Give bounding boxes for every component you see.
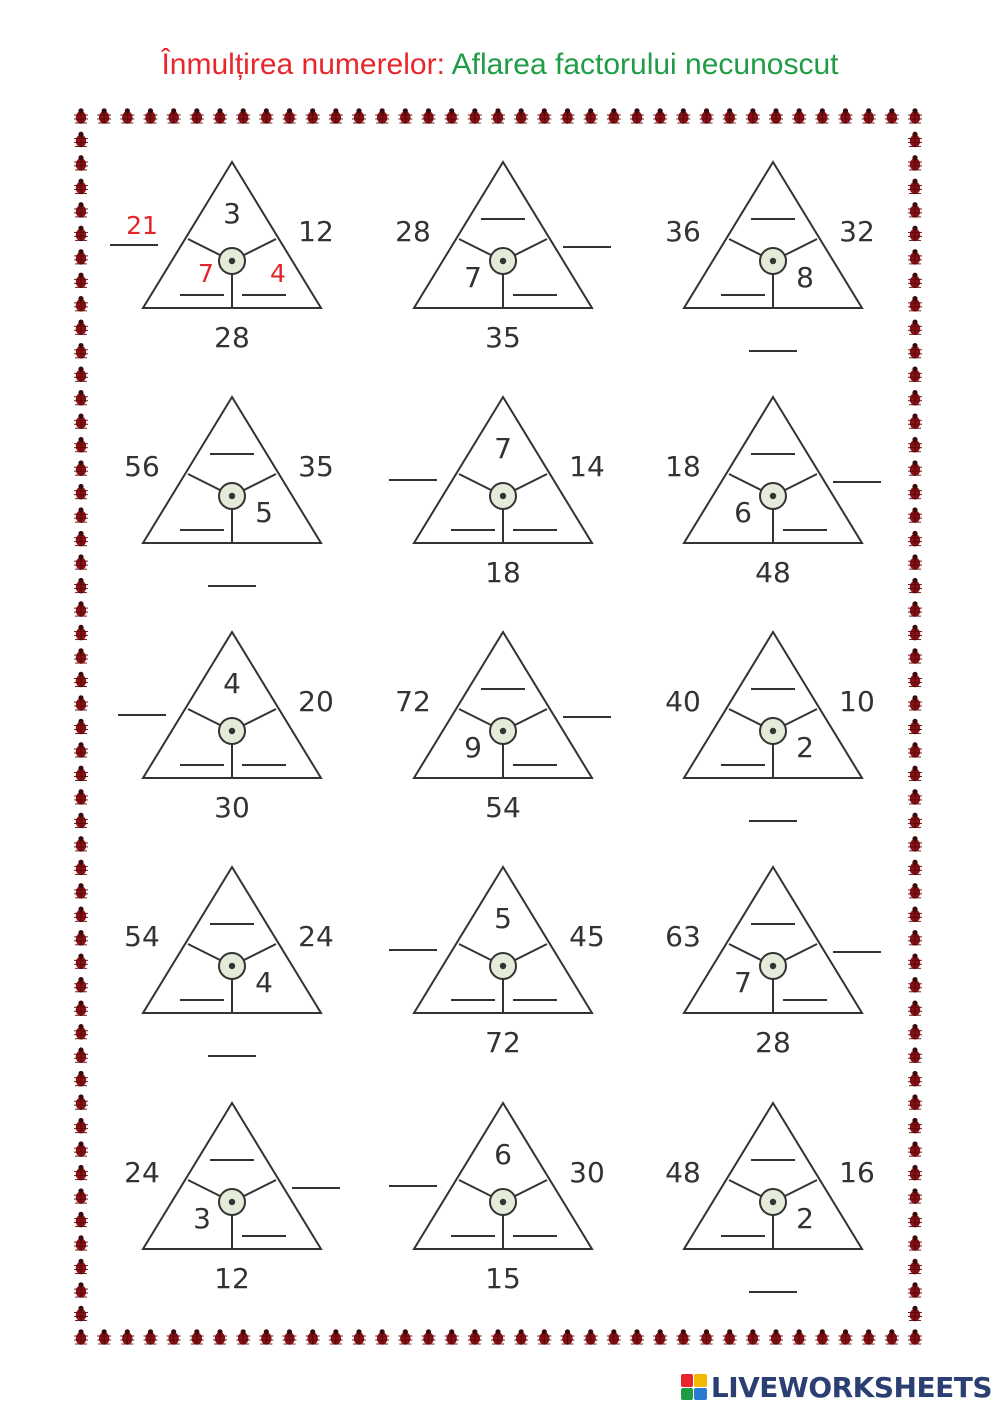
answer-blank-side-left[interactable] xyxy=(118,714,166,716)
value-right: 2 xyxy=(796,1202,814,1235)
center-dot xyxy=(229,493,235,499)
value-left: 3 xyxy=(193,1202,211,1235)
value-top: 4 xyxy=(223,667,241,700)
value-side-left: 18 xyxy=(665,450,701,483)
value-left: 7 xyxy=(734,966,752,999)
value-bottom: 35 xyxy=(485,321,521,354)
answer-blank-left[interactable] xyxy=(180,529,224,531)
value-bottom: 48 xyxy=(755,556,791,589)
triangle-diagram xyxy=(102,853,362,1083)
answer-blank-left[interactable] xyxy=(451,1235,495,1237)
center-dot xyxy=(229,1199,235,1205)
center-dot xyxy=(500,963,506,969)
triangle-diagram xyxy=(643,618,903,848)
answer-blank-right[interactable] xyxy=(783,529,827,531)
multiplication-triangle xyxy=(643,1089,903,1319)
value-side-left: 36 xyxy=(665,215,701,248)
answer-blank-side-right[interactable] xyxy=(563,716,611,718)
answer-blank-top[interactable] xyxy=(210,1159,254,1161)
value-right: 8 xyxy=(796,261,814,294)
answer-blank-right[interactable] xyxy=(513,529,557,531)
center-dot xyxy=(770,493,776,499)
triangle-diagram xyxy=(102,383,362,613)
answer-blank-side-right[interactable] xyxy=(833,951,881,953)
value-side-left: 48 xyxy=(665,1156,701,1189)
answer-blank-left[interactable] xyxy=(180,294,224,296)
answer-blank-top[interactable] xyxy=(210,453,254,455)
answer-blank-right[interactable] xyxy=(242,764,286,766)
answer-blank-bottom[interactable] xyxy=(749,350,797,352)
value-side-right: 30 xyxy=(569,1156,605,1189)
multiplication-triangle xyxy=(373,383,633,613)
answer-blank-right[interactable] xyxy=(242,1235,286,1237)
value-left: 9 xyxy=(464,731,482,764)
value-side-left: 54 xyxy=(124,920,160,953)
value-left: 6 xyxy=(734,496,752,529)
answer-blank-bottom[interactable] xyxy=(749,820,797,822)
center-dot xyxy=(770,728,776,734)
answer-blank-bottom[interactable] xyxy=(749,1291,797,1293)
value-side-right: 14 xyxy=(569,450,605,483)
multiplication-triangle xyxy=(102,1089,362,1319)
answer-blank-top[interactable] xyxy=(481,688,525,690)
answer-blank-bottom[interactable] xyxy=(208,1055,256,1057)
answer-blank-left[interactable] xyxy=(180,999,224,1001)
center-dot xyxy=(229,728,235,734)
value-side-right: 10 xyxy=(839,685,875,718)
answer-blank-right[interactable] xyxy=(513,1235,557,1237)
multiplication-triangle xyxy=(643,383,903,613)
filled-answer-left: 7 xyxy=(198,259,214,288)
value-bottom: 28 xyxy=(755,1026,791,1059)
value-top: 6 xyxy=(494,1138,512,1171)
answer-blank-left[interactable] xyxy=(451,999,495,1001)
filled-answer-right: 4 xyxy=(270,259,286,288)
multiplication-triangle xyxy=(373,618,633,848)
center-dot xyxy=(500,728,506,734)
multiplication-triangle xyxy=(102,853,362,1083)
value-side-left: 28 xyxy=(395,215,431,248)
value-side-right: 45 xyxy=(569,920,605,953)
answer-blank-top[interactable] xyxy=(751,923,795,925)
answer-blank-top[interactable] xyxy=(481,218,525,220)
center-dot xyxy=(500,493,506,499)
center-dot xyxy=(500,1199,506,1205)
value-bottom: 12 xyxy=(214,1262,250,1295)
answer-blank-right[interactable] xyxy=(513,764,557,766)
center-dot xyxy=(770,258,776,264)
center-dot xyxy=(770,963,776,969)
answer-blank-top[interactable] xyxy=(751,218,795,220)
answer-blank[interactable] xyxy=(110,244,158,246)
value-side-right: 24 xyxy=(298,920,334,953)
multiplication-triangle xyxy=(373,853,633,1083)
value-bottom: 30 xyxy=(214,791,250,824)
value-side-right: 16 xyxy=(839,1156,875,1189)
answer-blank-side-left[interactable] xyxy=(389,479,437,481)
value-top: 5 xyxy=(494,902,512,935)
answer-blank-top[interactable] xyxy=(751,453,795,455)
center-dot xyxy=(500,258,506,264)
value-bottom: 15 xyxy=(485,1262,521,1295)
title-part-subtopic: Aflarea factorului necunoscut xyxy=(451,48,839,81)
value-bottom: 54 xyxy=(485,791,521,824)
value-right: 4 xyxy=(255,966,273,999)
value-side-left: 63 xyxy=(665,920,701,953)
multiplication-triangle xyxy=(373,1089,633,1319)
answer-blank-left[interactable] xyxy=(721,764,765,766)
value-side-right: 12 xyxy=(298,215,334,248)
triangle-diagram xyxy=(643,148,903,378)
value-side-left: 21 xyxy=(126,211,158,240)
value-bottom: 28 xyxy=(214,321,250,354)
value-right: 2 xyxy=(796,731,814,764)
multiplication-triangle xyxy=(643,618,903,848)
answer-blank-left[interactable] xyxy=(721,1235,765,1237)
value-side-right: 35 xyxy=(298,450,334,483)
value-bottom: 18 xyxy=(485,556,521,589)
multiplication-triangle xyxy=(643,853,903,1083)
value-side-right: 32 xyxy=(839,215,875,248)
answer-blank-right[interactable] xyxy=(513,999,557,1001)
worksheet-title xyxy=(0,48,1000,82)
liveworksheets-logo-icon xyxy=(681,1374,707,1400)
answer-blank-side-left[interactable] xyxy=(389,1185,437,1187)
center-dot xyxy=(229,963,235,969)
answer-blank-right[interactable] xyxy=(242,294,286,296)
answer-blank-side-right[interactable] xyxy=(292,1187,340,1189)
liveworksheets-brand xyxy=(681,1371,992,1403)
answer-blank-bottom[interactable] xyxy=(208,585,256,587)
answer-blank-right[interactable] xyxy=(783,999,827,1001)
answer-blank-left[interactable] xyxy=(721,294,765,296)
multiplication-triangle xyxy=(102,618,362,848)
value-side-left: 72 xyxy=(395,685,431,718)
value-top: 3 xyxy=(223,197,241,230)
answer-blank-top[interactable] xyxy=(751,1159,795,1161)
value-bottom: 72 xyxy=(485,1026,521,1059)
value-right: 5 xyxy=(255,496,273,529)
brand-name: LIVEWORKSHEETS xyxy=(710,1370,992,1404)
value-side-left: 56 xyxy=(124,450,160,483)
answer-blank-right[interactable] xyxy=(513,294,557,296)
center-dot xyxy=(229,258,235,264)
value-left: 7 xyxy=(464,261,482,294)
multiplication-triangle xyxy=(643,148,903,378)
multiplication-triangle xyxy=(373,148,633,378)
answer-blank-side-right[interactable] xyxy=(563,246,611,248)
triangle-diagram xyxy=(643,1089,903,1319)
center-dot xyxy=(770,1199,776,1205)
answer-blank-side-right[interactable] xyxy=(833,481,881,483)
answer-blank-side-left[interactable] xyxy=(389,949,437,951)
title-part-topic: Înmulțirea numerelor: xyxy=(161,48,445,81)
value-side-right: 20 xyxy=(298,685,334,718)
answer-blank-top[interactable] xyxy=(210,923,254,925)
multiplication-triangle xyxy=(102,148,362,378)
value-side-left: 40 xyxy=(665,685,701,718)
answer-blank-left[interactable] xyxy=(451,529,495,531)
value-side-left: 24 xyxy=(124,1156,160,1189)
answer-blank-left[interactable] xyxy=(180,764,224,766)
answer-blank-top[interactable] xyxy=(751,688,795,690)
multiplication-triangle xyxy=(102,383,362,613)
value-top: 7 xyxy=(494,432,512,465)
